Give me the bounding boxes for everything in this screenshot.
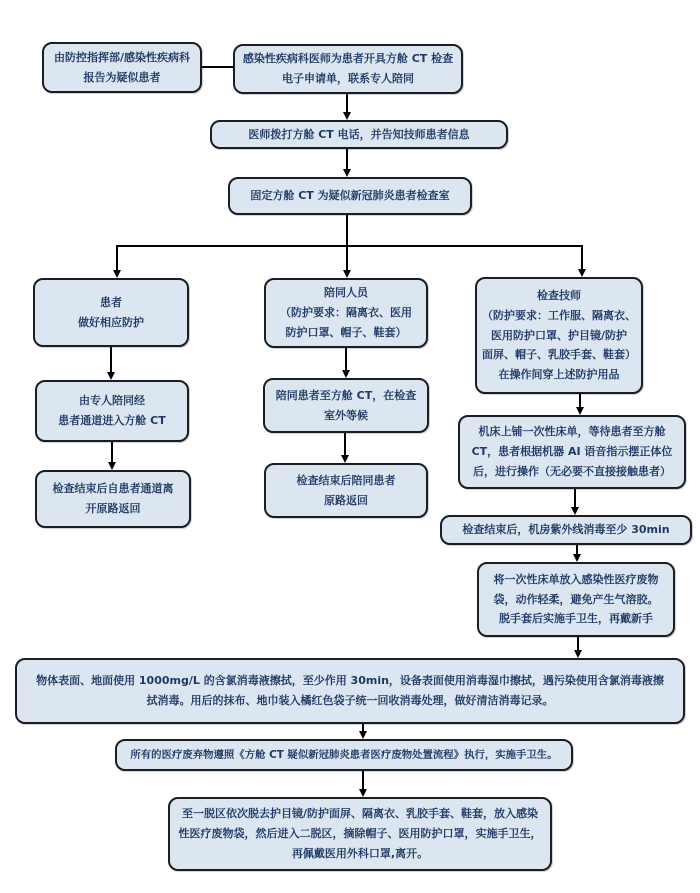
node-line: CT，患者根据机器 AI 语音指示摆正体位: [471, 445, 673, 459]
node-line: 拭消毒。用后的抹布、地巾装入橘红色袋子统一回收消毒处理，做好清洁消毒记录。: [146, 694, 554, 707]
node-line: 患者通道进入方舱 CT: [58, 414, 166, 427]
arrow-technician-3: [576, 545, 578, 554]
arrowhead-icon: [359, 789, 367, 797]
arrow-branch-middle: [346, 245, 348, 270]
node-patient-return: [35, 470, 191, 528]
arrow-to-surface-disinfect: [577, 637, 579, 650]
node-line: （防护要求：隔离衣、医用: [280, 306, 412, 320]
node-line: 将一次性床单放入感染性医疗废物: [493, 572, 659, 586]
node-line: 感染性疾病科医师为患者开具方舱 CT 检查: [242, 52, 454, 66]
arrow-technician-2: [574, 489, 576, 507]
arrow-order-to-call: [346, 94, 348, 112]
arrow-call-to-fixed: [346, 149, 348, 169]
node-escort-role: [264, 278, 428, 348]
arrowhead-icon: [574, 650, 582, 658]
node-line: 机床上铺一次性床单，等待患者至方舱: [478, 425, 666, 439]
node-line: 固定方舱 CT 为疑似新冠肺炎患者检查室: [250, 189, 450, 203]
node-call-ct-phone: [210, 120, 508, 149]
node-line: 袋，动作轻柔，避免产生气溶胶。: [493, 592, 659, 606]
node-doffing-leave: [168, 797, 552, 871]
node-patient-enter: [35, 380, 189, 442]
arrow-patient-2: [111, 442, 113, 462]
arrowhead-icon: [108, 462, 116, 470]
node-line: 性医疗废物袋，然后进入二脱区，摘除帽子、医用防护口罩，实施手卫生，: [178, 827, 542, 841]
arrow-escort-2: [344, 433, 346, 455]
node-technician-role: [475, 277, 643, 394]
node-line: 陪同人员: [324, 286, 368, 300]
node-fixed-ct-room: [228, 177, 472, 215]
node-line: 防护口罩、帽子、鞋套）: [285, 325, 407, 339]
arrowhead-icon: [576, 407, 584, 415]
arrow-to-doffing: [362, 771, 364, 789]
arrow-to-medical-waste: [362, 724, 364, 731]
node-report-suspected: [42, 42, 202, 93]
node-line: 原路返回: [324, 493, 368, 507]
node-line: 报告为疑似患者: [83, 70, 161, 84]
node-line: 患者: [100, 295, 122, 309]
node-line: 医用防护口罩、护目镜/防护: [490, 328, 628, 342]
node-uv-disinfect: [440, 515, 692, 545]
node-line: 医师拨打方舱 CT 电话，并告知技师患者信息: [248, 127, 470, 141]
arrowhead-icon: [343, 169, 351, 177]
node-line: 由防控指挥部/感染性疾病科: [53, 50, 191, 64]
node-line: 室外等候: [324, 408, 368, 422]
node-line: 再佩戴医用外科口罩,离开。: [291, 846, 429, 860]
node-order-ct-request: [233, 44, 463, 94]
node-surface-disinfect: [15, 658, 685, 724]
node-line: 脱手套后实施手卫生，再戴新手: [499, 612, 653, 626]
arrowhead-icon: [342, 370, 350, 378]
arrow-patient-1: [110, 347, 112, 372]
arrow-escort-1: [345, 348, 347, 370]
arrow-branch-left: [116, 245, 118, 270]
arrowhead-icon: [341, 455, 349, 463]
branch-crossbar: [116, 245, 583, 247]
node-line: 所有的医疗废弃物遵照《方舱 CT 疑似新冠肺炎患者医疗废物处置流程》执行，实施手卫生。: [130, 748, 558, 761]
node-medical-waste: [115, 739, 573, 771]
node-line: 电子申请单，联系专人陪同: [282, 72, 414, 85]
node-line: 后，进行操作（无必要不直接接触患者）: [473, 464, 671, 478]
arrowhead-icon: [573, 554, 581, 562]
branch-stem: [346, 215, 348, 246]
node-line: （防护要求：工作服、隔离衣、: [482, 308, 636, 322]
node-line: 在操作间穿上述防护用品: [498, 368, 620, 382]
node-line: 由专人陪同经: [79, 394, 145, 408]
link-report-to-order: [202, 66, 233, 68]
node-line: 物体表面、地面使用 1000mg/L 的含氯消毒液擦拭，至少作用 30min，设备表面使用消毒湿巾擦拭，遇污染使用含氯消毒液擦: [36, 674, 664, 688]
node-line: 开原路返回: [85, 502, 141, 515]
arrowhead-icon: [359, 731, 367, 739]
node-line: 检查结束后，机房紫外线消毒至少 30min: [462, 523, 670, 537]
node-line: 至一脱区依次脱去护目镜/防护面屏、隔离衣、乳胶手套、鞋套，放入感染: [181, 807, 538, 821]
arrow-branch-right: [581, 245, 583, 269]
node-line: 检查结束后自患者通道离: [52, 482, 174, 496]
arrowhead-icon: [113, 270, 121, 278]
node-sheet-disposal: [477, 562, 675, 637]
node-line: 做好相应防护: [78, 315, 144, 329]
node-line: 检查结束后陪同患者: [296, 473, 396, 487]
node-escort-return: [264, 463, 428, 518]
arrowhead-icon: [343, 112, 351, 120]
arrowhead-icon: [107, 372, 115, 380]
arrowhead-icon: [571, 507, 579, 515]
node-escort-wait: [263, 378, 429, 433]
node-line: 面屏、帽子、乳胶手套、鞋套）: [482, 348, 636, 362]
node-patient-role: [33, 278, 189, 347]
node-technician-operate: [458, 415, 686, 489]
arrowhead-icon: [343, 270, 351, 278]
arrowhead-icon: [578, 269, 586, 277]
node-line: 陪同患者至方舱 CT，在检查: [275, 388, 417, 402]
arrow-technician-1: [579, 394, 581, 407]
node-line: 检查技师: [537, 289, 581, 302]
